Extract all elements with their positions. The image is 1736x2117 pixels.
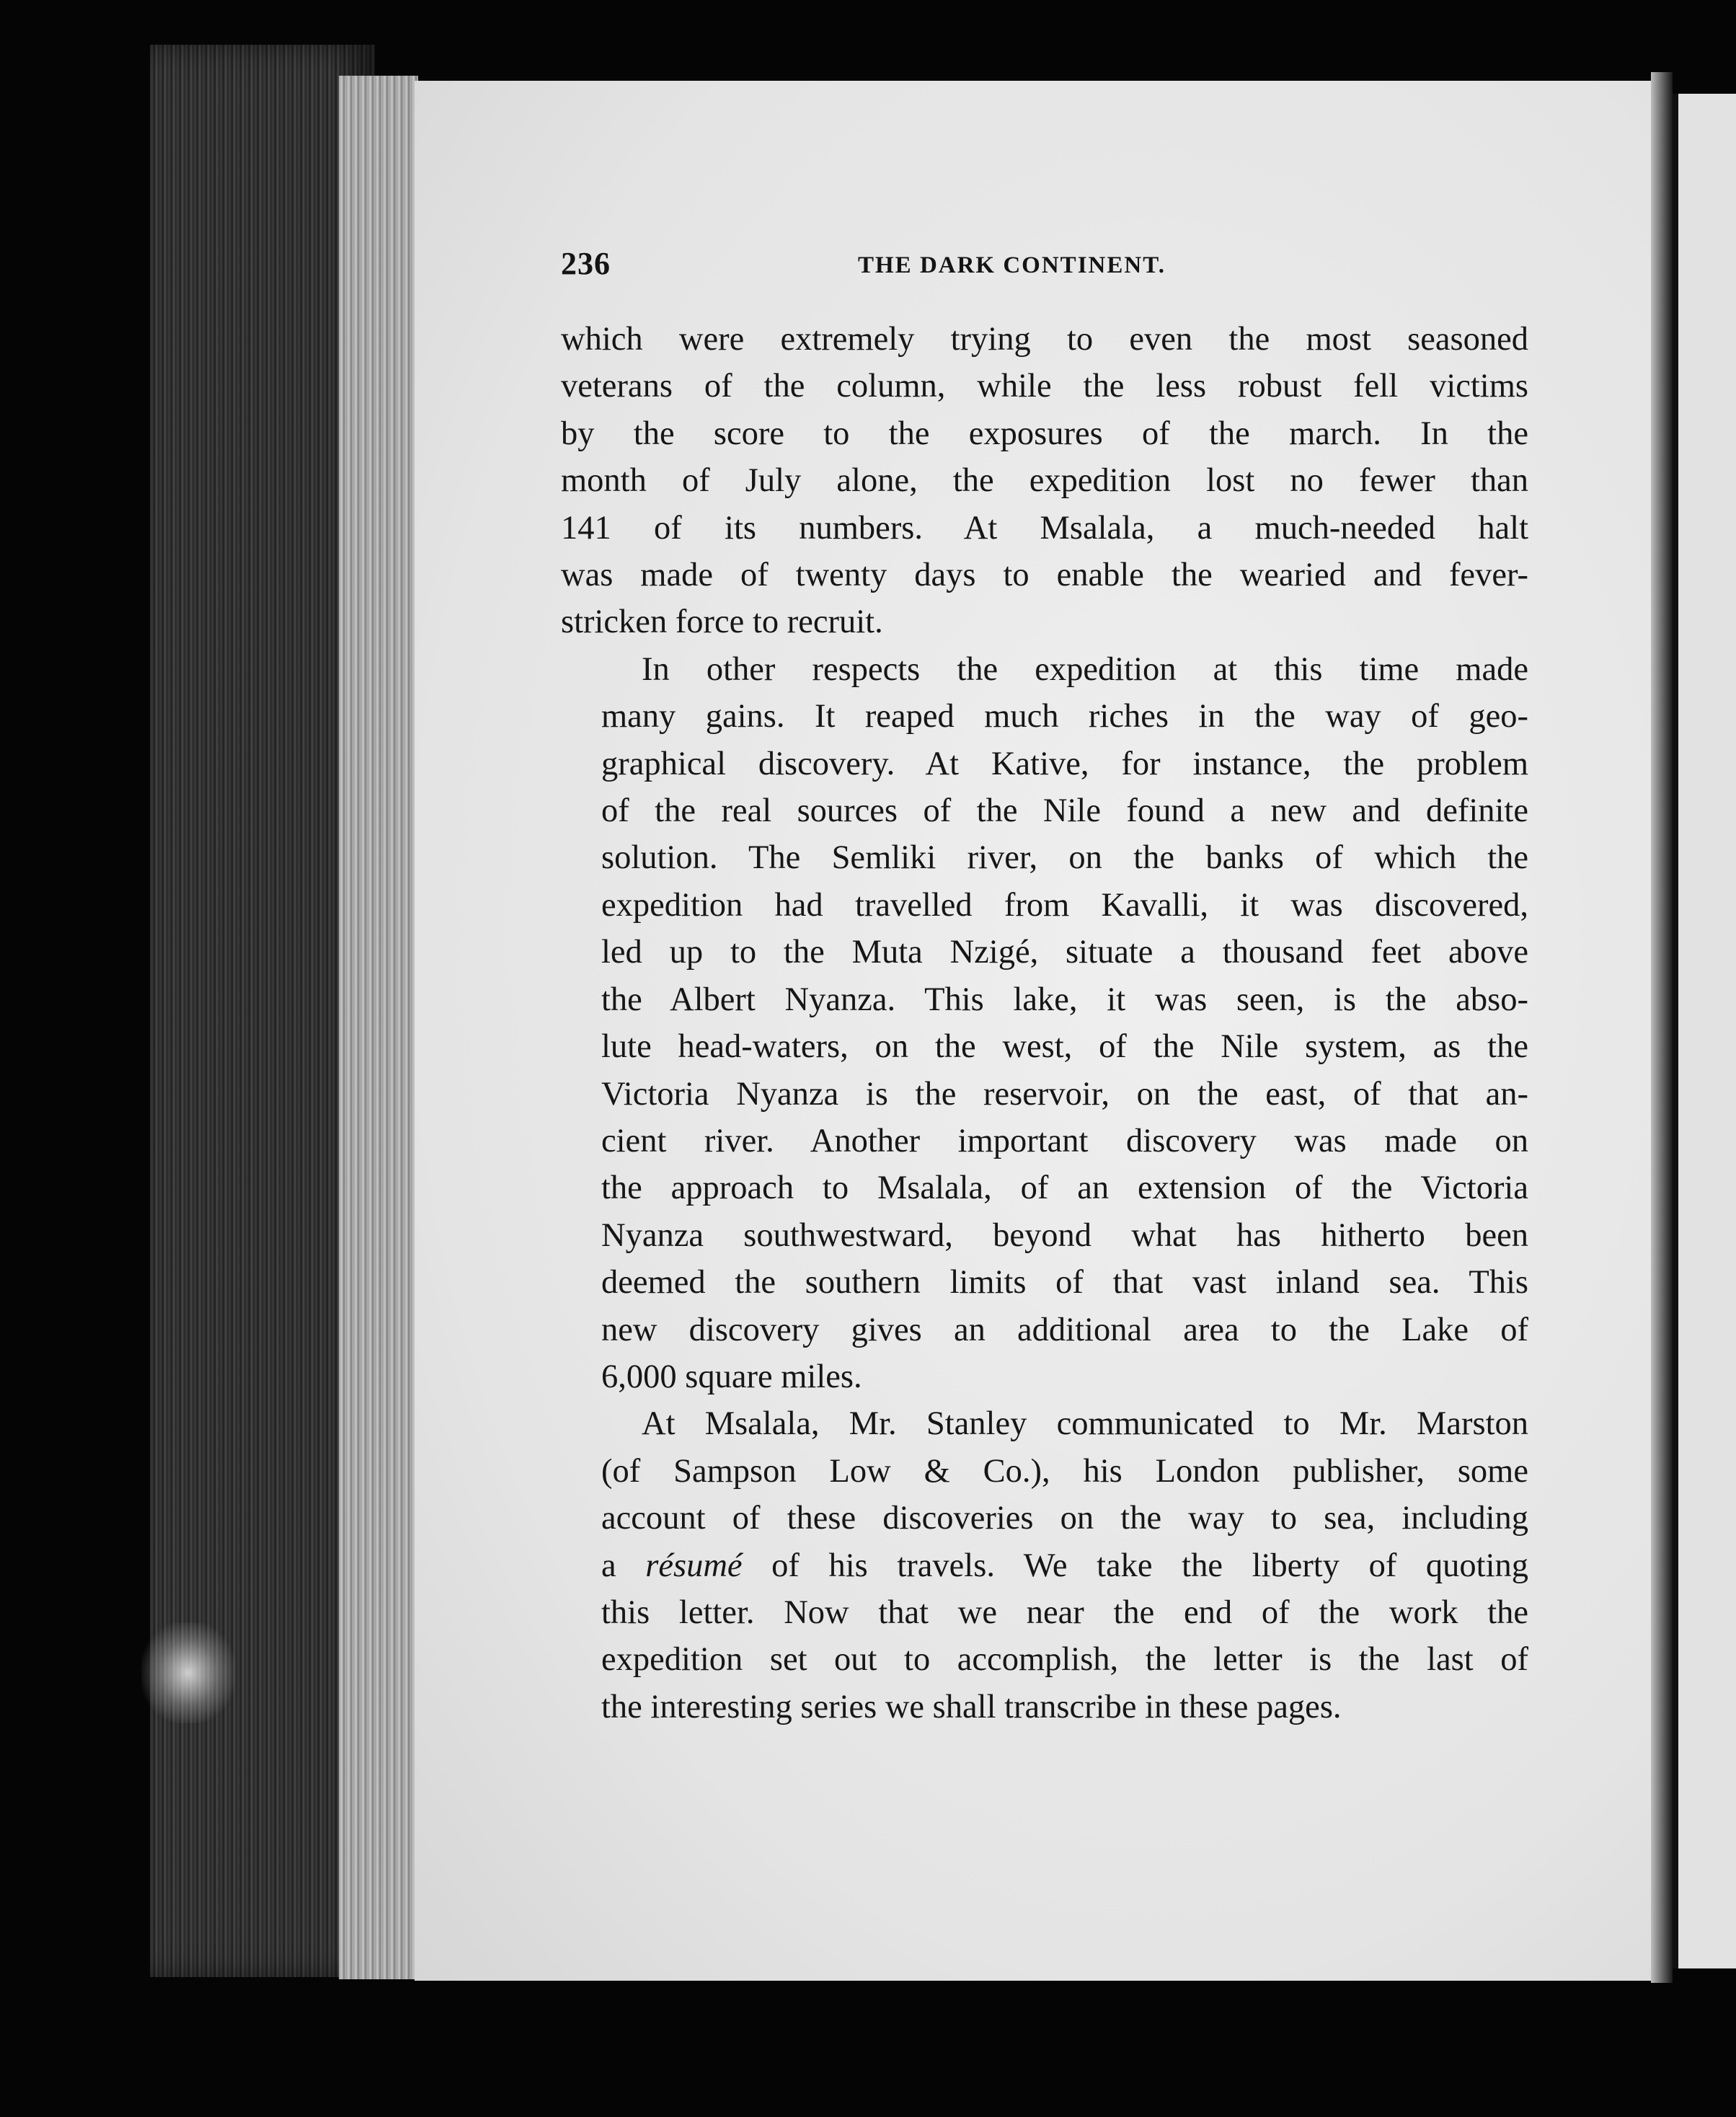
text-line: deemed the southern limits of that vast inland sea. This <box>601 1264 1528 1301</box>
text-line: a résumé of his travels. We take the liberty of quoting <box>601 1547 1529 1584</box>
text-line: (of Sampson Low & Co.), his London publisher, some <box>601 1452 1528 1490</box>
paragraph <box>561 316 1528 646</box>
text-line: the approach to Msalala, of an extension of the Victoria <box>601 1170 1528 1207</box>
text-line: 141 of its numbers. At Msalala, a much-needed halt <box>561 509 1528 547</box>
text-line: Nyanza southwestward, beyond what has hitherto been <box>601 1216 1528 1254</box>
italic-word: résumé <box>645 1547 743 1584</box>
text-line: In other respects the expedition at this time made <box>642 650 1528 688</box>
text-line: account of these discoveries on the way to sea, including <box>601 1500 1528 1537</box>
book-gutter <box>1651 72 1673 1983</box>
text-line: veterans of the column, while the less robust fell victims <box>561 368 1528 405</box>
text-line: graphical discovery. At Kative, for instance, the problem <box>601 745 1528 782</box>
page-number: 236 <box>561 246 611 281</box>
text-line: At Msalala, Mr. Stanley communicated to Mr. Marston <box>642 1405 1528 1443</box>
text-line: expedition had travelled from Kavalli, it was discovered, <box>601 886 1528 924</box>
text-line: Victoria Nyanza is the reservoir, on the east, of that an- <box>601 1075 1528 1113</box>
text-line: of the real sources of the Nile found a new and definite <box>601 792 1528 830</box>
text-line: month of July alone, the expedition lost no fewer than <box>561 462 1528 500</box>
paragraph <box>561 646 1528 1401</box>
text-line: this letter. Now that we near the end of the work the <box>601 1594 1528 1631</box>
text-line: was made of twenty days to enable the wearied and fever- <box>561 557 1528 594</box>
text-line: which were extremely trying to even the most seasoned <box>561 321 1528 358</box>
running-head <box>561 245 1253 288</box>
paragraph <box>561 1400 1528 1731</box>
text-line: cient river. Another important discovery was made on <box>601 1122 1528 1159</box>
text-line: the interesting series we shall transcribe in these pages. <box>601 1688 1342 1725</box>
facing-page-edge <box>1673 94 1736 1968</box>
text-line: led up to the Muta Nzigé, situate a thousand feet above <box>601 934 1528 971</box>
text-line: lute head-waters, on the west, of the Nile system, as the <box>601 1028 1528 1066</box>
text-line: solution. The Semliki river, on the banks of which the <box>601 839 1528 877</box>
text-line: expedition set out to accomplish, the letter is the last of <box>601 1641 1528 1679</box>
text-line: the Albert Nyanza. This lake, it was seen, is the abso- <box>601 981 1528 1018</box>
running-title: THE DARK CONTINENT. <box>858 252 1166 278</box>
text-line: many gains. It reaped much riches in the way of geo- <box>601 698 1528 735</box>
text-line: stricken force to recruit. <box>561 604 883 641</box>
body-text <box>561 316 1528 1731</box>
book-page-edges-inner <box>339 76 418 1979</box>
text-line: 6,000 square miles. <box>601 1358 862 1395</box>
text-line: by the score to the exposures of the march. In the <box>561 415 1528 452</box>
light-glare <box>141 1622 235 1723</box>
text-line: new discovery gives an additional area to the Lake of <box>601 1311 1528 1348</box>
